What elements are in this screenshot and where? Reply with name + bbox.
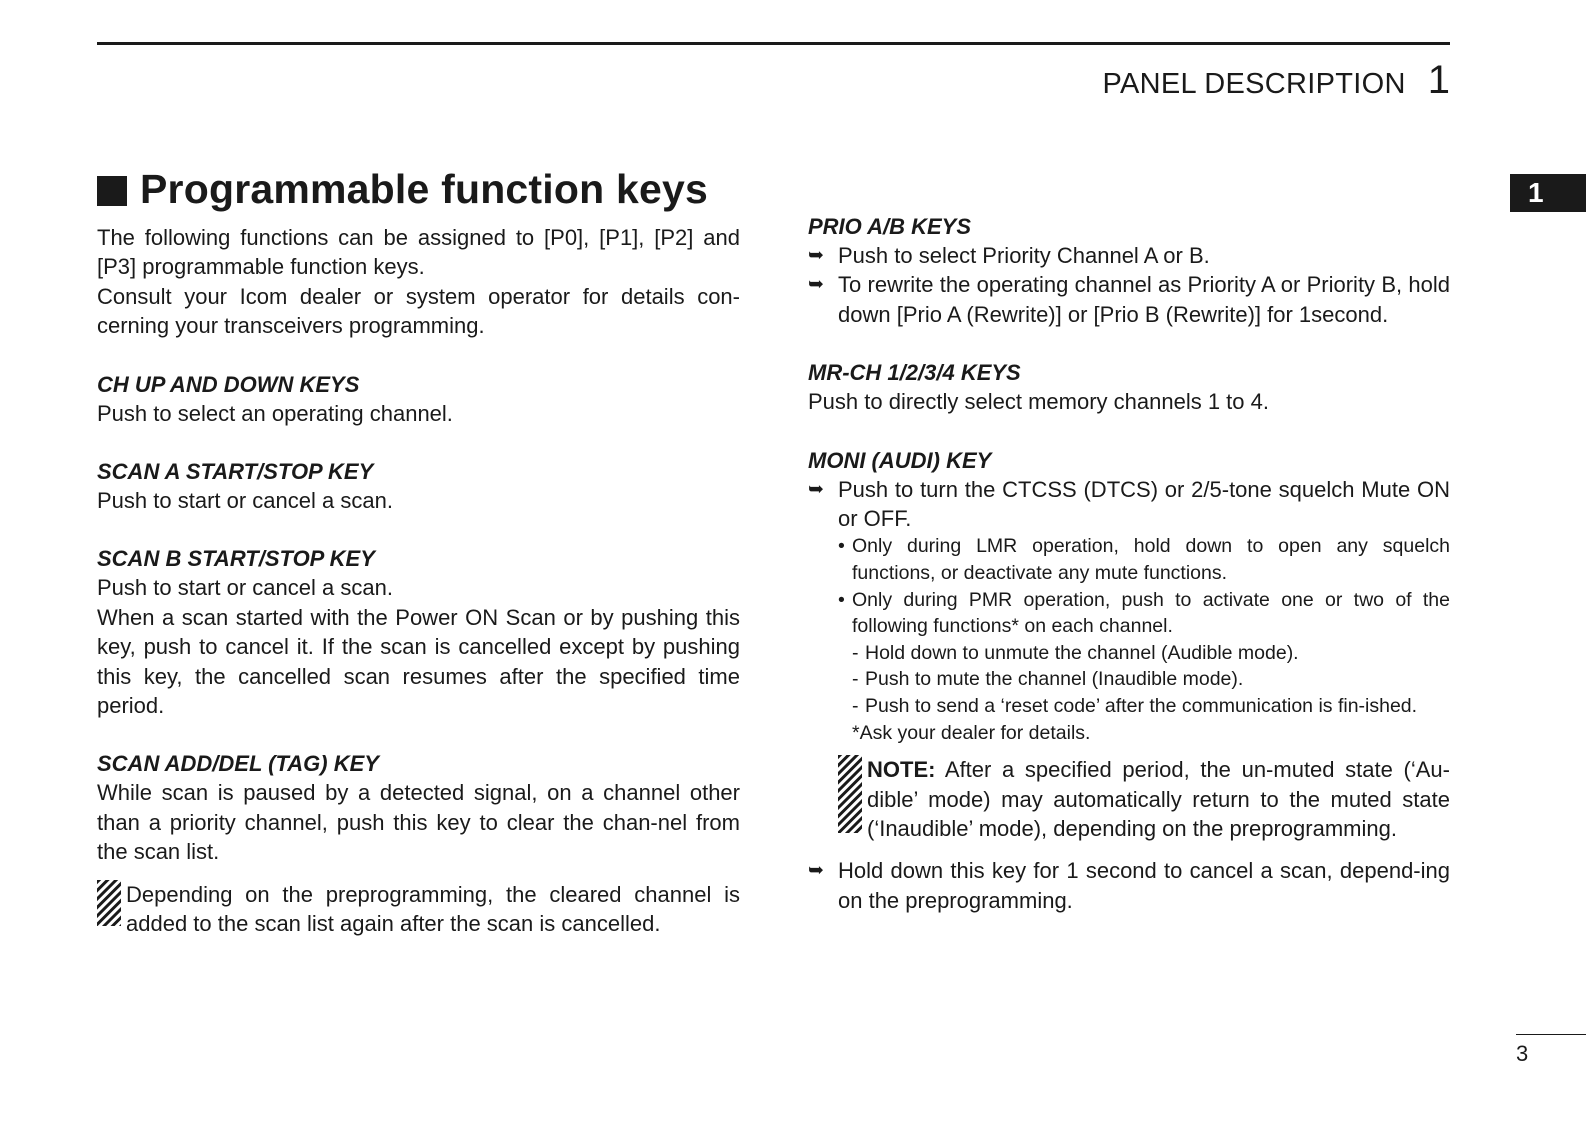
right-column — [808, 212, 1450, 915]
moni-title: MONI (AUDI) KEY — [808, 447, 992, 473]
prio-title: PRIO A/B KEYS — [808, 214, 971, 239]
intro-paragraph-consult: Consult your Icom dealer or system operator for details con-cerning your transceivers programming. — [97, 283, 740, 339]
dot-bullet-icon: • — [838, 535, 845, 558]
scan-tag-text: While scan is paused by a detected signal, on a channel other than a priority channel, push this key to clear the chan-nel from the scan list. — [97, 780, 740, 865]
moni-dash-unmute: Hold down to unmute the channel (Audible mode). — [865, 641, 1299, 664]
note-body: After a specified period, the un-muted state (‘Au-dible’ mode) may automatically return to the muted state (‘Inaudible’ mode), depending on the preprogramming. — [867, 757, 1450, 841]
list-item — [808, 856, 1450, 915]
moni-note-text — [867, 755, 1450, 843]
scan-tag-title: SCAN ADD/DEL (TAG) KEY — [97, 751, 379, 777]
list-item — [808, 270, 1450, 329]
scan-a-title: SCAN A START/STOP KEY — [97, 459, 374, 485]
prio-item-rewrite: To rewrite the operating channel as Priority A or Priority B, hold down [Prio A (Rewrite)] or [Prio B (Rewrite)] for 1second. — [838, 272, 1450, 327]
header-chapter-number: 1 — [1427, 58, 1450, 102]
list-item: - Push to mute the channel (Inaudible mode). — [852, 666, 1450, 693]
intro-paragraph: The following functions can be assigned to [P0], [P1], [P2] and [P3] programmable function keys. — [97, 225, 740, 280]
list-item — [808, 241, 1450, 270]
scan-tag-section — [97, 749, 740, 938]
filled-square-bullet-icon — [97, 176, 127, 206]
scan-b-text: Push to start or cancel a scan. — [97, 575, 393, 601]
note-label: NOTE: — [867, 757, 936, 783]
scan-b-title: SCAN B START/STOP KEY — [97, 546, 375, 572]
moni-bullet-pmr: Only during PMR operation, push to activate one or two of the following functions* on each channel. — [852, 588, 1450, 638]
top-rule — [97, 42, 1450, 45]
moni-dash-reset: Push to send a ‘reset code’ after the communication is fin-ished. — [865, 695, 1418, 717]
prio-section — [808, 212, 1450, 329]
list-item: - Hold down to unmute the channel (Audible mode). — [852, 640, 1450, 667]
moni-sublist — [838, 533, 1450, 746]
hatched-note-icon — [97, 880, 126, 939]
ch-up-down-title: CH UP AND DOWN KEYS — [97, 371, 360, 397]
scan-tag-note — [97, 880, 740, 939]
mrch-section — [808, 358, 1450, 416]
moni-item-cancel-scan: Hold down this key for 1 second to cancel a scan, depend-ing on the preprogramming. — [838, 858, 1450, 913]
dot-bullet-icon: • — [838, 588, 845, 611]
page-number: 3 — [1516, 1041, 1529, 1066]
ch-up-down-section — [97, 370, 740, 428]
moni-note — [838, 755, 1450, 843]
moni-item-mute: Push to turn the CTCSS (DTCS) or 2/5-tone squelch Mute ON or OFF. — [838, 476, 1450, 532]
list-item — [838, 587, 1450, 640]
section-title — [97, 166, 740, 213]
prio-item-select: Push to select Priority Channel A or B. — [838, 243, 1210, 268]
arrow-bullet-icon: ➥ — [808, 478, 824, 500]
header-title: PANEL DESCRIPTION — [1102, 68, 1406, 100]
mrch-title: MR-CH 1/2/3/4 KEYS — [808, 360, 1021, 386]
list-item — [838, 533, 1450, 586]
arrow-bullet-icon: ➥ — [808, 860, 824, 882]
scan-b-section — [97, 544, 740, 720]
scan-tag-note-text: Depending on the preprogramming, the cleared channel is added to the scan list again after the scan is cancelled. — [126, 881, 740, 937]
left-column — [97, 166, 740, 939]
moni-section — [808, 446, 1450, 916]
page-header — [1103, 58, 1450, 103]
moni-ask-dealer: *Ask your dealer for details. — [852, 721, 1091, 744]
list-item: - Push to send a ‘reset code’ after the communication is fin-ished. — [852, 693, 1450, 720]
list-item — [808, 475, 1450, 534]
moni-bullet-lmr: Only during LMR operation, hold down to open any squelch functions, or deactivate any mute functions. — [852, 535, 1450, 585]
ch-up-down-text: Push to select an operating channel. — [97, 400, 453, 426]
mrch-text: Push to directly select memory channels 1 to 4. — [808, 389, 1269, 415]
chapter-side-tab: 1 — [1510, 174, 1586, 212]
scan-b-detail: When a scan started with the Power ON Scan or by pushing this key, push to cancel it. If the scan is cancelled except by pushing this key, the cancelled scan resumes after the specified time period. — [97, 604, 740, 719]
scan-a-text: Push to start or cancel a scan. — [97, 488, 393, 514]
scan-a-section — [97, 457, 740, 515]
arrow-bullet-icon: ➥ — [808, 245, 824, 266]
moni-dash-mute: Push to mute the channel (Inaudible mode). — [865, 668, 1244, 691]
footer-rule — [1516, 1034, 1586, 1035]
section-title-text: Programmable function keys — [140, 166, 708, 212]
hatched-note-icon — [838, 755, 867, 843]
arrow-bullet-icon: ➥ — [808, 274, 824, 296]
